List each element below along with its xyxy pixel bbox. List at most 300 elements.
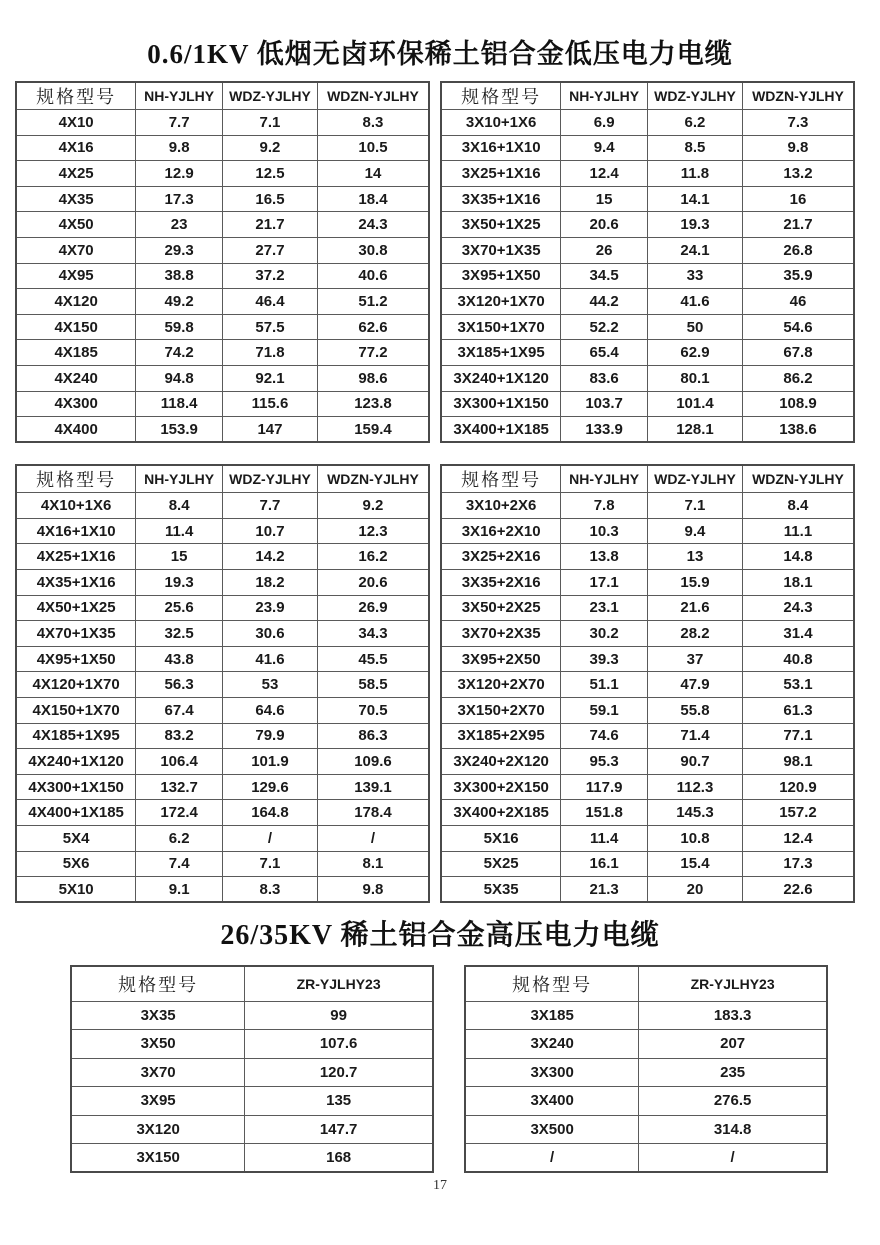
high-voltage-tables-row	[0, 965, 880, 1173]
column-header: ZR-YJLHY23	[639, 966, 827, 1001]
weight-value-cell: 98.6	[317, 365, 429, 391]
table-row	[441, 697, 854, 723]
table-row	[441, 570, 854, 596]
weight-value-cell: 9.8	[317, 877, 429, 903]
weight-value-cell: 79.9	[222, 723, 317, 749]
weight-value-cell: 7.8	[561, 493, 648, 519]
high-voltage-section-title: 26/35KV 稀土铝合金高压电力电缆	[220, 920, 660, 952]
weight-value-cell: 51.1	[561, 672, 648, 698]
low-voltage-tables-row-2	[0, 464, 880, 903]
column-header: 规格型号	[71, 966, 245, 1001]
weight-value-cell: 15.9	[647, 570, 742, 596]
weight-value-cell: 20.6	[317, 570, 429, 596]
table-row	[441, 723, 854, 749]
weight-value-cell: 23	[136, 212, 223, 238]
weight-value-cell: 17.1	[561, 570, 648, 596]
weight-value-cell: 6.2	[136, 825, 223, 851]
table-row	[16, 774, 429, 800]
table-row	[16, 161, 429, 187]
weight-value-cell: 37.2	[222, 263, 317, 289]
weight-value-cell: 314.8	[639, 1115, 827, 1144]
weight-value-cell: 172.4	[136, 800, 223, 826]
weight-value-cell: 101.4	[647, 391, 742, 417]
table-row	[441, 161, 854, 187]
weight-value-cell: 118.4	[136, 391, 223, 417]
spec-model-cell: 3X35	[71, 1001, 245, 1030]
weight-value-cell: 45.5	[317, 646, 429, 672]
weight-value-cell: 12.5	[222, 161, 317, 187]
table-row	[441, 749, 854, 775]
spec-model-cell: 4X50	[16, 212, 136, 238]
weight-value-cell: 61.3	[742, 697, 854, 723]
weight-value-cell: 77.1	[742, 723, 854, 749]
weight-value-cell: 50	[647, 314, 742, 340]
weight-value-cell: 10.7	[222, 518, 317, 544]
weight-value-cell: 20.6	[561, 212, 648, 238]
weight-value-cell: 59.1	[561, 697, 648, 723]
table-row	[441, 851, 854, 877]
weight-value-cell: 106.4	[136, 749, 223, 775]
table-row	[16, 365, 429, 391]
column-header: ZR-YJLHY23	[245, 966, 433, 1001]
weight-value-cell: 9.1	[136, 877, 223, 903]
table-row	[465, 1001, 827, 1030]
table-row	[441, 595, 854, 621]
weight-value-cell: 58.5	[317, 672, 429, 698]
weight-value-cell: 16.2	[317, 544, 429, 570]
column-header: WDZN-YJLHY	[317, 82, 429, 110]
table-row	[16, 672, 429, 698]
weight-value-cell: 115.6	[222, 391, 317, 417]
weight-value-cell: 21.3	[561, 877, 648, 903]
weight-value-cell: 43.8	[136, 646, 223, 672]
spec-model-cell: 4X185+1X95	[16, 723, 136, 749]
weight-value-cell: 20	[647, 877, 742, 903]
table-row	[441, 877, 854, 903]
weight-value-cell: 8.4	[742, 493, 854, 519]
weight-value-cell: 62.6	[317, 314, 429, 340]
weight-value-cell: 147	[222, 417, 317, 443]
weight-value-cell: 23.1	[561, 595, 648, 621]
weight-value-cell: 30.6	[222, 621, 317, 647]
weight-value-cell: 15	[561, 186, 648, 212]
weight-value-cell: 9.2	[317, 493, 429, 519]
table-row	[441, 544, 854, 570]
table-row	[16, 749, 429, 775]
table-row	[16, 340, 429, 366]
table-row	[71, 1087, 433, 1116]
column-header: WDZN-YJLHY	[742, 82, 854, 110]
weight-value-cell: /	[639, 1144, 827, 1173]
weight-value-cell: 12.3	[317, 518, 429, 544]
spec-model-cell: 4X25+1X16	[16, 544, 136, 570]
table-row	[441, 800, 854, 826]
column-header: WDZ-YJLHY	[222, 465, 317, 493]
table-row	[16, 289, 429, 315]
column-header: 规格型号	[16, 465, 136, 493]
weight-value-cell: 21.6	[647, 595, 742, 621]
weight-value-cell: 151.8	[561, 800, 648, 826]
weight-value-cell: 54.6	[742, 314, 854, 340]
weight-value-cell: 7.7	[136, 110, 223, 136]
table-row	[441, 621, 854, 647]
spec-model-cell: 3X240+1X120	[441, 365, 561, 391]
spec-model-cell: 3X400+2X185	[441, 800, 561, 826]
spec-model-cell: 3X70+1X35	[441, 237, 561, 263]
weight-value-cell: 99	[245, 1001, 433, 1030]
weight-value-cell: 27.7	[222, 237, 317, 263]
weight-value-cell: 35.9	[742, 263, 854, 289]
weight-value-cell: 120.9	[742, 774, 854, 800]
spec-model-cell: 4X240+1X120	[16, 749, 136, 775]
weight-value-cell: 30.2	[561, 621, 648, 647]
low-voltage-table-4core	[15, 81, 430, 443]
spec-model-cell: 4X95+1X50	[16, 646, 136, 672]
weight-value-cell: 8.1	[317, 851, 429, 877]
weight-value-cell: 67.4	[136, 697, 223, 723]
spec-model-cell: 3X150+2X70	[441, 697, 561, 723]
weight-value-cell: 46.4	[222, 289, 317, 315]
weight-value-cell: 6.9	[561, 110, 648, 136]
column-header: 规格型号	[441, 82, 561, 110]
weight-value-cell: 17.3	[742, 851, 854, 877]
weight-value-cell: 9.4	[647, 518, 742, 544]
weight-value-cell: 74.6	[561, 723, 648, 749]
table-row	[441, 774, 854, 800]
spec-model-cell: 3X50+2X25	[441, 595, 561, 621]
weight-value-cell: 8.4	[136, 493, 223, 519]
table-row	[16, 800, 429, 826]
weight-value-cell: 9.8	[742, 135, 854, 161]
weight-value-cell: 40.8	[742, 646, 854, 672]
weight-value-cell: 13	[647, 544, 742, 570]
high-voltage-table-right	[464, 965, 828, 1173]
weight-value-cell: 9.8	[136, 135, 223, 161]
weight-value-cell: 9.2	[222, 135, 317, 161]
spec-model-cell: 3X185+2X95	[441, 723, 561, 749]
column-header: WDZ-YJLHY	[222, 82, 317, 110]
table-row	[71, 1115, 433, 1144]
spec-model-cell: 3X35+2X16	[441, 570, 561, 596]
weight-value-cell: 56.3	[136, 672, 223, 698]
page-number: 17	[433, 1178, 447, 1194]
weight-value-cell: 8.3	[222, 877, 317, 903]
table-row	[441, 237, 854, 263]
table-row	[16, 391, 429, 417]
high-voltage-table-left	[70, 965, 434, 1173]
table-row	[16, 263, 429, 289]
table-row	[441, 417, 854, 443]
weight-value-cell: 12.9	[136, 161, 223, 187]
spec-model-cell: 4X400+1X185	[16, 800, 136, 826]
header-row	[16, 82, 429, 110]
table-row	[441, 825, 854, 851]
table-row	[16, 135, 429, 161]
weight-value-cell: 108.9	[742, 391, 854, 417]
weight-value-cell: 59.8	[136, 314, 223, 340]
weight-value-cell: 123.8	[317, 391, 429, 417]
weight-value-cell: 178.4	[317, 800, 429, 826]
spec-model-cell: /	[465, 1144, 639, 1173]
weight-value-cell: 101.9	[222, 749, 317, 775]
weight-value-cell: /	[222, 825, 317, 851]
spec-model-cell: 4X70	[16, 237, 136, 263]
spec-model-cell: 3X120+2X70	[441, 672, 561, 698]
weight-value-cell: 83.6	[561, 365, 648, 391]
spec-model-cell: 4X185	[16, 340, 136, 366]
weight-value-cell: 21.7	[222, 212, 317, 238]
table-row	[16, 518, 429, 544]
table-row	[441, 672, 854, 698]
weight-value-cell: 19.3	[136, 570, 223, 596]
weight-value-cell: 71.8	[222, 340, 317, 366]
weight-value-cell: 103.7	[561, 391, 648, 417]
weight-value-cell: 28.2	[647, 621, 742, 647]
header-row	[71, 966, 433, 1001]
weight-value-cell: 11.8	[647, 161, 742, 187]
spec-model-cell: 4X10+1X6	[16, 493, 136, 519]
spec-model-cell: 3X16+1X10	[441, 135, 561, 161]
weight-value-cell: 37	[647, 646, 742, 672]
weight-value-cell: 34.3	[317, 621, 429, 647]
weight-value-cell: 62.9	[647, 340, 742, 366]
spec-model-cell: 3X500	[465, 1115, 639, 1144]
weight-value-cell: 25.6	[136, 595, 223, 621]
column-header: WDZN-YJLHY	[317, 465, 429, 493]
table-row	[441, 314, 854, 340]
weight-value-cell: 235	[639, 1058, 827, 1087]
weight-value-cell: 139.1	[317, 774, 429, 800]
table-row	[16, 697, 429, 723]
weight-value-cell: 107.6	[245, 1030, 433, 1059]
column-header: NH-YJLHY	[136, 82, 223, 110]
spec-model-cell: 3X185	[465, 1001, 639, 1030]
weight-value-cell: 94.8	[136, 365, 223, 391]
column-header: 规格型号	[16, 82, 136, 110]
weight-value-cell: 11.1	[742, 518, 854, 544]
table-row	[441, 186, 854, 212]
weight-value-cell: 22.6	[742, 877, 854, 903]
weight-value-cell: 53	[222, 672, 317, 698]
spec-model-cell: 4X150	[16, 314, 136, 340]
weight-value-cell: 86.3	[317, 723, 429, 749]
spec-model-cell: 4X70+1X35	[16, 621, 136, 647]
weight-value-cell: 98.1	[742, 749, 854, 775]
spec-model-cell: 4X35+1X16	[16, 570, 136, 596]
weight-value-cell: 40.6	[317, 263, 429, 289]
spec-model-cell: 4X120	[16, 289, 136, 315]
spec-model-cell: 3X50	[71, 1030, 245, 1059]
weight-value-cell: 14.1	[647, 186, 742, 212]
spec-model-cell: 4X50+1X25	[16, 595, 136, 621]
weight-value-cell: 6.2	[647, 110, 742, 136]
weight-value-cell: 8.3	[317, 110, 429, 136]
weight-value-cell: /	[317, 825, 429, 851]
weight-value-cell: 147.7	[245, 1115, 433, 1144]
weight-value-cell: 77.2	[317, 340, 429, 366]
spec-model-cell: 3X120	[71, 1115, 245, 1144]
table-row	[465, 1144, 827, 1173]
header-row	[441, 465, 854, 493]
spec-model-cell: 4X16+1X10	[16, 518, 136, 544]
weight-value-cell: 135	[245, 1087, 433, 1116]
table-row	[441, 110, 854, 136]
weight-value-cell: 17.3	[136, 186, 223, 212]
weight-value-cell: 23.9	[222, 595, 317, 621]
weight-value-cell: 7.1	[647, 493, 742, 519]
low-voltage-tables-row-1	[0, 81, 880, 443]
table-row	[16, 595, 429, 621]
weight-value-cell: 183.3	[639, 1001, 827, 1030]
column-header: 规格型号	[465, 966, 639, 1001]
weight-value-cell: 168	[245, 1144, 433, 1173]
table-row	[16, 570, 429, 596]
weight-value-cell: 14.2	[222, 544, 317, 570]
column-header: NH-YJLHY	[136, 465, 223, 493]
weight-value-cell: 19.3	[647, 212, 742, 238]
weight-value-cell: 276.5	[639, 1087, 827, 1116]
table-row	[441, 135, 854, 161]
weight-value-cell: 11.4	[561, 825, 648, 851]
weight-value-cell: 95.3	[561, 749, 648, 775]
weight-value-cell: 109.6	[317, 749, 429, 775]
weight-value-cell: 16.5	[222, 186, 317, 212]
low-voltage-table-3plus2	[440, 464, 855, 903]
table-row	[465, 1058, 827, 1087]
weight-value-cell: 132.7	[136, 774, 223, 800]
weight-value-cell: 83.2	[136, 723, 223, 749]
spec-model-cell: 3X185+1X95	[441, 340, 561, 366]
spec-model-cell: 3X95+1X50	[441, 263, 561, 289]
column-header: WDZ-YJLHY	[647, 82, 742, 110]
column-header: WDZ-YJLHY	[647, 465, 742, 493]
weight-value-cell: 164.8	[222, 800, 317, 826]
table-row	[16, 723, 429, 749]
spec-model-cell: 4X35	[16, 186, 136, 212]
weight-value-cell: 112.3	[647, 774, 742, 800]
spec-model-cell: 3X300	[465, 1058, 639, 1087]
weight-value-cell: 12.4	[561, 161, 648, 187]
table-row	[16, 621, 429, 647]
weight-value-cell: 70.5	[317, 697, 429, 723]
weight-value-cell: 32.5	[136, 621, 223, 647]
weight-value-cell: 13.2	[742, 161, 854, 187]
weight-value-cell: 10.8	[647, 825, 742, 851]
weight-value-cell: 207	[639, 1030, 827, 1059]
spec-model-cell: 3X400	[465, 1087, 639, 1116]
weight-value-cell: 39.3	[561, 646, 648, 672]
weight-value-cell: 133.9	[561, 417, 648, 443]
weight-value-cell: 18.2	[222, 570, 317, 596]
weight-value-cell: 38.8	[136, 263, 223, 289]
spec-model-cell: 3X10+2X6	[441, 493, 561, 519]
weight-value-cell: 26.8	[742, 237, 854, 263]
weight-value-cell: 65.4	[561, 340, 648, 366]
column-header: WDZN-YJLHY	[742, 465, 854, 493]
spec-model-cell: 4X10	[16, 110, 136, 136]
table-row	[16, 851, 429, 877]
weight-value-cell: 15	[136, 544, 223, 570]
weight-value-cell: 117.9	[561, 774, 648, 800]
weight-value-cell: 120.7	[245, 1058, 433, 1087]
table-row	[441, 391, 854, 417]
weight-value-cell: 80.1	[647, 365, 742, 391]
spec-model-cell: 3X70+2X35	[441, 621, 561, 647]
spec-model-cell: 4X300+1X150	[16, 774, 136, 800]
weight-value-cell: 52.2	[561, 314, 648, 340]
table-row	[71, 1001, 433, 1030]
weight-value-cell: 34.5	[561, 263, 648, 289]
weight-value-cell: 12.4	[742, 825, 854, 851]
spec-model-cell: 5X16	[441, 825, 561, 851]
weight-value-cell: 129.6	[222, 774, 317, 800]
weight-value-cell: 16	[742, 186, 854, 212]
weight-value-cell: 53.1	[742, 672, 854, 698]
weight-value-cell: 11.4	[136, 518, 223, 544]
table-row	[441, 212, 854, 238]
weight-value-cell: 13.8	[561, 544, 648, 570]
table-row	[16, 417, 429, 443]
spec-model-cell: 5X4	[16, 825, 136, 851]
spec-model-cell: 4X120+1X70	[16, 672, 136, 698]
spec-model-cell: 3X240	[465, 1030, 639, 1059]
weight-value-cell: 46	[742, 289, 854, 315]
spec-model-cell: 3X150	[71, 1144, 245, 1173]
low-voltage-table-3plus1	[440, 81, 855, 443]
table-row	[16, 646, 429, 672]
table-row	[441, 263, 854, 289]
weight-value-cell: 14.8	[742, 544, 854, 570]
column-header: NH-YJLHY	[561, 465, 648, 493]
spec-model-cell: 4X95	[16, 263, 136, 289]
header-row	[465, 966, 827, 1001]
spec-model-cell: 3X240+2X120	[441, 749, 561, 775]
table-row	[16, 110, 429, 136]
weight-value-cell: 24.1	[647, 237, 742, 263]
spec-model-cell: 5X25	[441, 851, 561, 877]
weight-value-cell: 8.5	[647, 135, 742, 161]
spec-model-cell: 5X6	[16, 851, 136, 877]
spec-model-cell: 5X10	[16, 877, 136, 903]
weight-value-cell: 55.8	[647, 697, 742, 723]
weight-value-cell: 7.1	[222, 110, 317, 136]
table-row	[441, 518, 854, 544]
low-voltage-table-4plus1	[15, 464, 430, 903]
weight-value-cell: 47.9	[647, 672, 742, 698]
spec-model-cell: 3X70	[71, 1058, 245, 1087]
table-row	[16, 237, 429, 263]
spec-model-cell: 3X25+2X16	[441, 544, 561, 570]
header-row	[16, 465, 429, 493]
spec-model-cell: 3X300+1X150	[441, 391, 561, 417]
weight-value-cell: 44.2	[561, 289, 648, 315]
weight-value-cell: 92.1	[222, 365, 317, 391]
weight-value-cell: 64.6	[222, 697, 317, 723]
spec-model-cell: 5X35	[441, 877, 561, 903]
spec-model-cell: 3X400+1X185	[441, 417, 561, 443]
weight-value-cell: 51.2	[317, 289, 429, 315]
header-row	[441, 82, 854, 110]
weight-value-cell: 26	[561, 237, 648, 263]
weight-value-cell: 74.2	[136, 340, 223, 366]
weight-value-cell: 33	[647, 263, 742, 289]
spec-model-cell: 4X150+1X70	[16, 697, 136, 723]
weight-value-cell: 138.6	[742, 417, 854, 443]
weight-value-cell: 7.7	[222, 493, 317, 519]
weight-value-cell: 41.6	[647, 289, 742, 315]
table-row	[441, 365, 854, 391]
spec-model-cell: 3X150+1X70	[441, 314, 561, 340]
